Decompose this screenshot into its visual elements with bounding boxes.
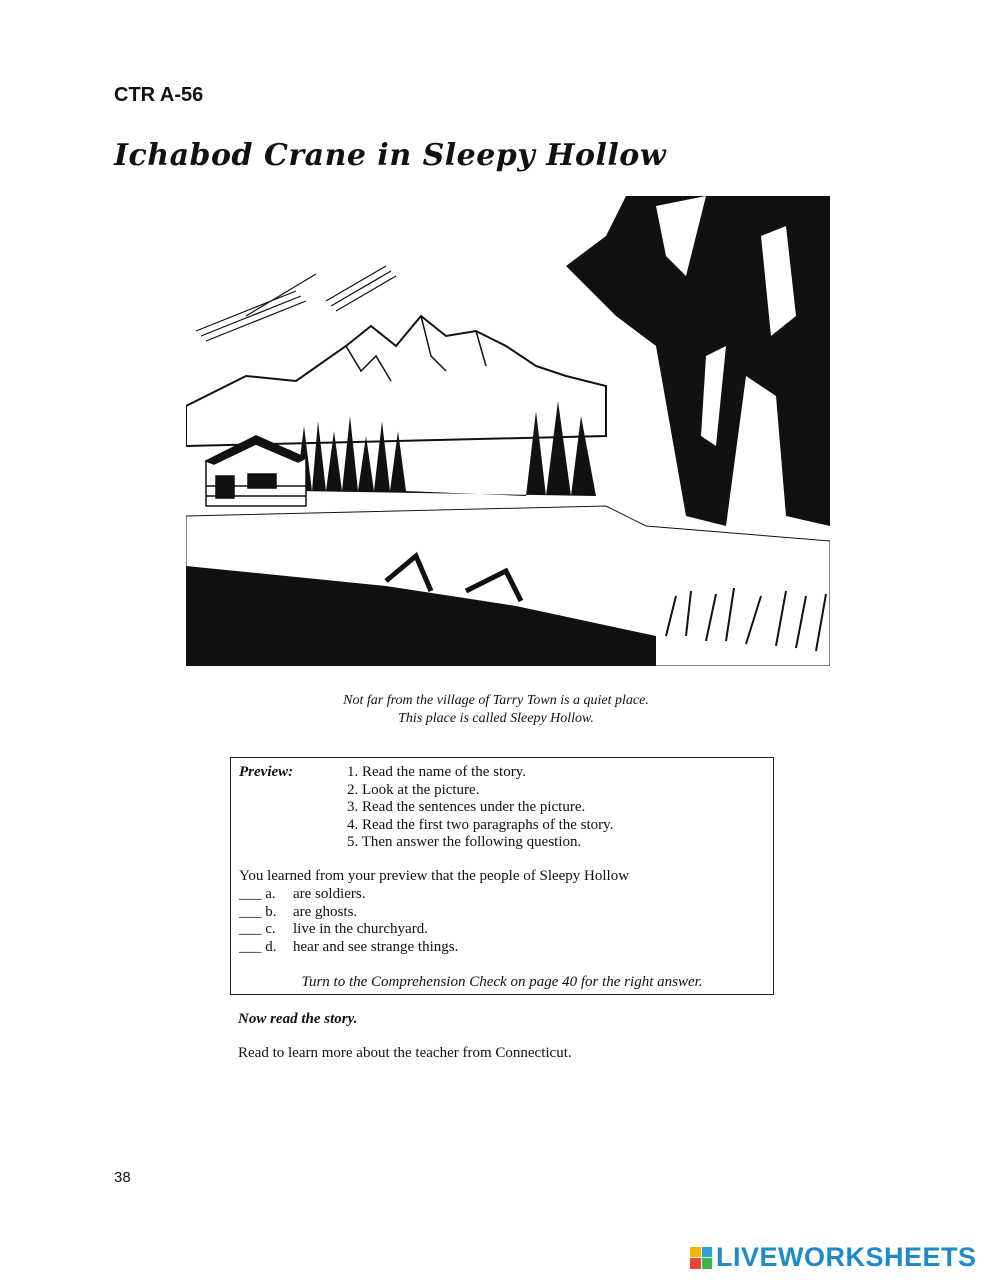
mountain-range <box>186 316 606 446</box>
brand-name: LIVEWORKSHEETS <box>716 1242 977 1272</box>
preview-question: You learned from your preview that the people of Sleepy Hollow <box>239 868 630 884</box>
worksheet-code: CTR A-56 <box>114 84 204 106</box>
cabin <box>206 436 306 506</box>
answer-option-b[interactable] <box>239 904 458 922</box>
option-text: live in the churchyard. <box>293 921 428 937</box>
brand-logo-icon <box>690 1247 712 1269</box>
answer-option-c[interactable] <box>239 921 458 939</box>
option-letter: ___ c. <box>239 921 276 937</box>
preview-step: 5. Then answer the following question. <box>347 834 582 850</box>
preview-step: 3. Read the sentences under the picture. <box>347 799 586 815</box>
story-title: Ichabod Crane in Sleepy Hollow <box>114 138 667 173</box>
now-read-instruction: Now read the story. <box>238 1011 358 1027</box>
caption-line-1: Not far from the village of Tarry Town is a quiet place. <box>343 693 649 708</box>
preview-step: 4. Read the first two paragraphs of the story. <box>347 816 614 833</box>
preview-step: 2. Look at the picture. <box>347 781 480 798</box>
landscape-illustration <box>186 196 830 666</box>
pine-trees <box>566 196 830 526</box>
option-letter: ___ d. <box>239 938 277 955</box>
read-to-learn-text: Read to learn more about the teacher from Connecticut. <box>238 1045 572 1061</box>
illustration-caption <box>186 692 806 728</box>
option-letter: ___ b. <box>239 903 277 920</box>
option-letter: ___ a. <box>239 886 276 902</box>
page-number: 38 <box>114 1169 131 1186</box>
preview-steps <box>347 764 613 852</box>
answer-option-a[interactable] <box>239 886 458 904</box>
liveworksheets-brand <box>690 1242 977 1273</box>
option-text: are soldiers. <box>293 886 366 902</box>
answer-option-d[interactable] <box>239 939 458 957</box>
option-text: are ghosts. <box>293 903 358 920</box>
answer-options <box>239 886 458 956</box>
option-text: hear and see strange things. <box>293 938 459 955</box>
preview-step: 1. Read the name of the story. <box>347 764 526 780</box>
comprehension-note: Turn to the Comprehension Check on page 40 for the right answer. <box>301 974 703 990</box>
preview-label: Preview: <box>239 764 294 780</box>
caption-line-2: This place is called Sleepy Hollow. <box>398 711 594 726</box>
preview-box <box>230 757 774 995</box>
